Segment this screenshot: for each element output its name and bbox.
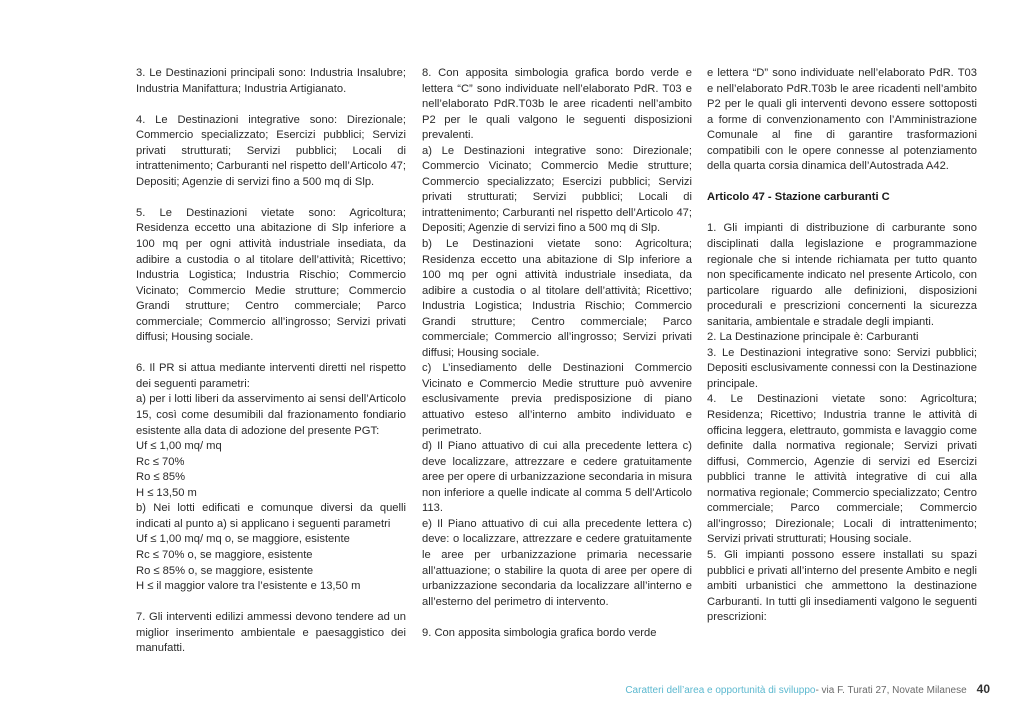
paragraph: Ro ≤ 85% o, se maggiore, esistente [136, 564, 314, 577]
paragraph: b) Le Destinazioni vietate sono: Agricoltura; Residenza eccetto una abitazione di Slp inferiore a 100 mq per ogni attività industriale insediata, da adibire a custodia o al titolare dell’attività; Ricettivo; Industria Logistica; Industria Rischio; Commercio Grandi strutture; Centro commerciale; Parco commerciale; Commercio all’ingrosso; Servizi privati diffusi; Housing sociale. [422, 238, 692, 359]
paragraph: 4. Le Destinazioni vietate sono: Agricoltura; Residenza; Ricettivo; Industria tranne le attività di officina leggera, elettrauto, gommista e lavaggio come definite dalla normativa regionale; Servizi privati diffusi, Commercio, Agenzie di servizi ed Esercizi pubblici tranne le attività integrative di cui alla normativa regionale; Commercio specializzato; Centro commerciale; Parco commerciale; Commercio all’ingrosso; Direzionale; Locali di intrattenimento; Servizi privati strutturati; Housing sociale. [707, 393, 977, 546]
paragraph: 2. La Destinazione principale è: Carburanti [707, 331, 919, 344]
paragraph: 4. Le Destinazioni integrative sono: Direzionale; Commercio specializzato; Esercizi pubblici; Servizi privati strutturati; Servizi pubblici; Locali di intrattenimento; Carburanti nel rispetto dell’Articolo 47; Depositi; Agenzie di servizi fino a 500 mq di Slp. [136, 113, 406, 188]
page-footer [625, 682, 990, 696]
paragraph: Rc ≤ 70% o, se maggiore, esistente [136, 548, 313, 561]
paragraph-spacer [422, 610, 692, 626]
paragraph-spacer [136, 346, 406, 362]
paragraph: Ro ≤ 85% [136, 471, 186, 484]
paragraph: Rc ≤ 70% [136, 455, 185, 468]
text-column-1 [136, 66, 406, 657]
paragraph: 5. Gli impianti possono essere installati su spazi pubblici e privati all’interno del presente Ambito e negli ambiti urbanistici che ammettono la destinazione Carburanti. In tutti gli insediamenti valgono le seguenti prescrizioni: [707, 548, 977, 624]
paragraph-spacer [707, 206, 977, 222]
paragraph: e) Il Piano attuativo di cui alla precedente lettera c) deve: o localizzare, attrezzare e cedere gratuitamente le aree per urbanizzazione primaria necessarie all’attuazione; o stabilire la quota di aree per opere di urbanizzazione secondaria da localizzare all’interno e all’esterno del perimetro di intervento. [422, 517, 692, 608]
paragraph: d) Il Piano attuativo di cui alla precedente lettera c) deve localizzare, attrezzare e cedere gratuitamente aree per opere di urbanizzazione secondaria in misura non inferiore a quelle indicate al comma 5 dell’Articolo 113. [422, 440, 692, 515]
paragraph-spacer [136, 190, 406, 206]
text-column-3 [707, 66, 977, 626]
paragraph: 3. Le Destinazioni integrative sono: Servizi pubblici; Depositi esclusivamente connessi con la Destinazione principale. [707, 346, 977, 390]
paragraph-spacer [136, 595, 406, 611]
paragraph: 7. Gli interventi edilizi ammessi devono tendere ad un miglior inserimento ambientale e paesaggistico dei manufatti. [136, 611, 406, 655]
footer-subtitle: - via F. Turati 27, Novate Milanese [815, 685, 967, 696]
paragraph: b) Nei lotti edificati e comunque diversi da quelli indicati al punto a) si applicano i seguenti parametri [136, 502, 406, 530]
paragraph: 9. Con apposita simbologia grafica bordo verde [422, 626, 657, 639]
article-heading: Articolo 47 - Stazione carburanti C [707, 191, 890, 204]
paragraph: 5. Le Destinazioni vietate sono: Agricoltura; Residenza eccetto una abitazione di Slp inferiore a 100 mq per ogni attività industriale insediata, da adibire a custodia o al titolare dell’attività; Ricettivo; Industria Logistica; Industria Rischio; Commercio Vicinato; Commercio Medie strutture; Commercio Grandi strutture; Centro commerciale; Parco commerciale; Commercio all’ingrosso; Servizi privati diffusi; Housing sociale. [136, 206, 406, 344]
paragraph: a) Le Destinazioni integrative sono: Direzionale; Commercio Vicinato; Commercio Medie strutture; Commercio specializzato; Esercizi pubblici; Servizi privati strutturati; Servizi pubblici; Locali di intrattenimento; Carburanti nel rispetto dell’Articolo 47; Depositi; Agenzie di servizi fino a 500 mq di Slp. [422, 144, 692, 235]
footer-title: Caratteri dell’area e opportunità di sviluppo [625, 685, 816, 696]
paragraph: a) per i lotti liberi da asservimento ai sensi dell’Articolo 15, così come desumibili dal frazionamento fondiario esistente alla data di adozione del presente PGT: [136, 393, 406, 437]
paragraph: 3. Le Destinazioni principali sono: Industria Insalubre; Industria Manifattura; Industria Artigianato. [136, 67, 406, 95]
paragraph: H ≤ 13,50 m [136, 486, 197, 499]
paragraph: 1. Gli impianti di distribuzione di carburante sono disciplinati dalla legislazione e programmazione regionale che si intende richiamata per tutto quanto non specificamente indicato nel presente Articolo, con particolare riguardo alle definizioni, disposizioni procedurali e prescrizioni concernenti la sicurezza sanitaria, ambientale e stradale degli impianti. [707, 222, 977, 328]
paragraph: 6. Il PR si attua mediante interventi diretti nel rispetto dei seguenti parametri: [136, 362, 406, 390]
paragraph: Uf ≤ 1,00 mq/ mq [136, 440, 222, 453]
paragraph-spacer [707, 175, 977, 191]
paragraph-spacer [136, 97, 406, 113]
paragraph: H ≤ il maggior valore tra l’esistente e 13,50 m [136, 580, 361, 593]
paragraph: e lettera “D” sono individuate nell’elaborato PdR. T03 e nell’elaborato PdR.T03b le aree ricadenti nell’ambito P2 per le quali gli interventi devono essere sottoposti a forme di convenzionamento con l’Amministrazione Comunale al fine di garantire trasformazioni compatibili con le opere connesse al potenziamento della quarta corsia dinamica dell’Autostrada A42. [707, 67, 977, 173]
text-column-2 [422, 66, 692, 641]
paragraph: c) L’insediamento delle Destinazioni Commercio Vicinato e Commercio Medie strutture può avvenire esclusivamente previa predisposizione di piano attuativo esteso all’interno ambito individuato e perimetrato. [422, 362, 692, 437]
paragraph: 8. Con apposita simbologia grafica bordo verde e lettera “C” sono individuate nell’elaborato PdR. T03 e nell’elaborato PdR.T03b le aree ricadenti nell’ambito P2 per le quali valgono le seguenti disposizioni prevalenti. [422, 67, 692, 142]
paragraph: Uf ≤ 1,00 mq/ mq o, se maggiore, esistente [136, 533, 350, 546]
page-number: 40 [976, 682, 990, 696]
